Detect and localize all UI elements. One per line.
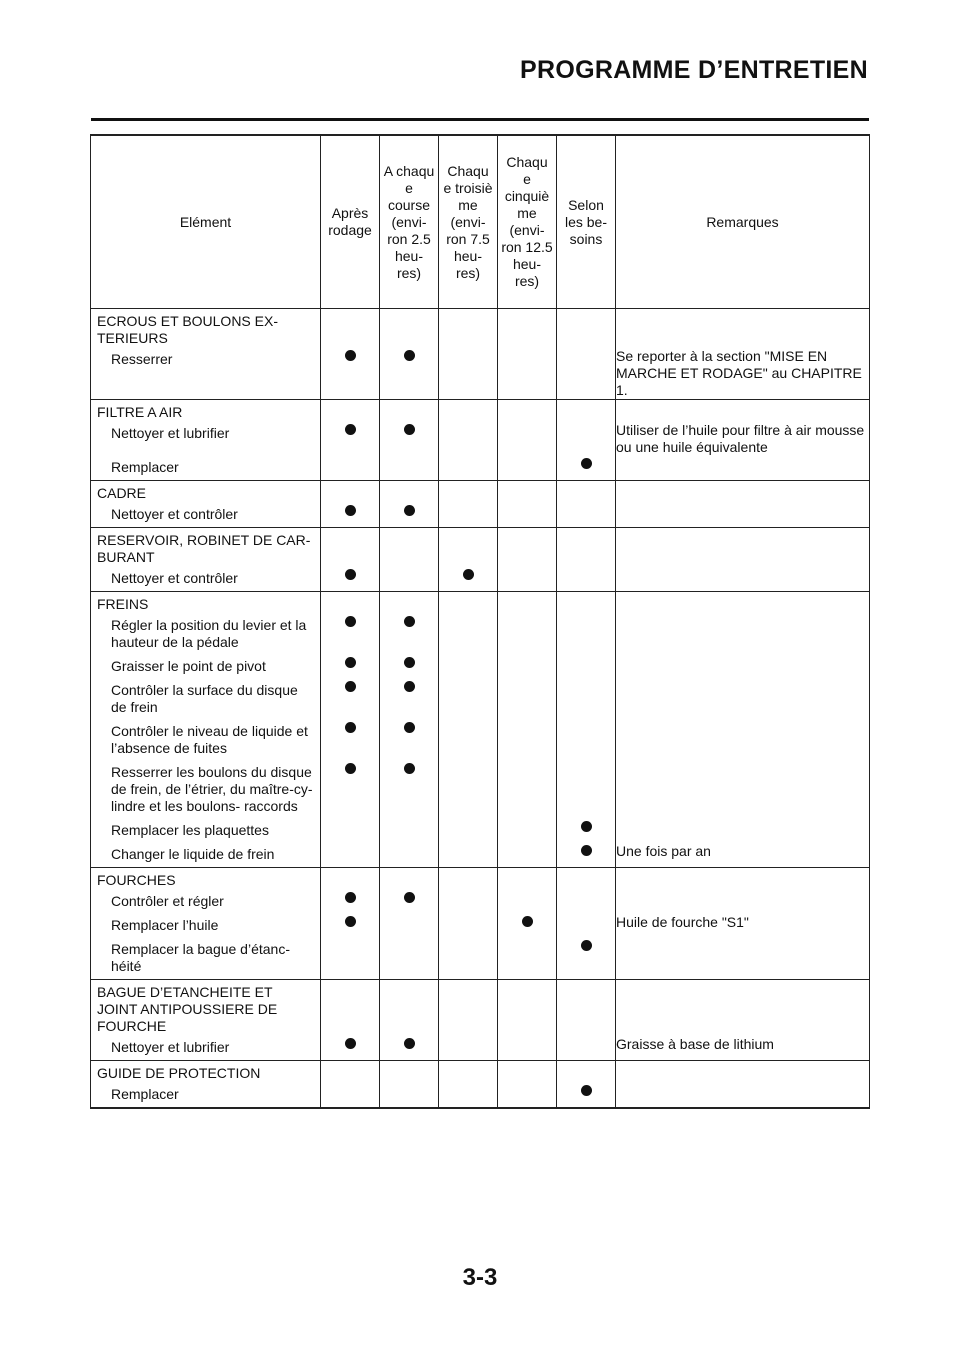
interval-cell [380,481,439,504]
category-label: GUIDE DE PROTECTION [97,1065,261,1081]
category-cell [91,400,321,423]
interval-cell [321,481,380,504]
table-row [91,679,870,720]
interval-cell [439,481,498,504]
interval-cell [498,868,557,891]
interval-cell [557,720,616,761]
category-row [91,980,870,1037]
task-label: Resserrer [111,351,173,367]
interval-cell [498,914,557,938]
interval-cell [321,400,380,423]
interval-cell [557,819,616,843]
interval-cell [557,843,616,868]
interval-cell [439,567,498,592]
interval-cell [439,843,498,868]
bullet-marker-icon [345,1038,356,1049]
task-cell [91,503,321,528]
remark-cell: Une fois par an [616,843,870,868]
header-element: Elément [91,135,321,309]
table-row [91,567,870,592]
interval-cell [380,938,439,980]
interval-cell [380,1036,439,1061]
bullet-marker-icon [522,916,533,927]
interval-cell [498,348,557,400]
header-every-fifth: Chaqu e cinquiè me (envi- ron 12.5 heu- res) [498,135,557,309]
remark-cell [616,567,870,592]
task-label: Nettoyer et lubrifier [111,1039,230,1055]
table-row [91,456,870,481]
interval-cell [380,528,439,568]
interval-cell [498,761,557,819]
remark-cell [616,980,870,1037]
remark-cell [616,400,870,423]
remark-cell [616,592,870,615]
task-cell [91,819,321,843]
category-cell [91,309,321,349]
interval-cell [498,422,557,456]
interval-cell [557,592,616,615]
category-cell [91,1061,321,1084]
interval-cell [439,503,498,528]
task-label: Contrôler le niveau de liquide et l’absence de fuites [111,723,308,756]
table-row [91,761,870,819]
task-cell [91,1083,321,1108]
category-label: BAGUE D’ETANCHEITE ET JOINT ANTIPOUSSIERE DE FOURCHE [97,984,278,1034]
table-row [91,614,870,655]
remark-cell [616,456,870,481]
header-every-third: Chaqu e troisiè me (envi- ron 7.5 heu- res) [439,135,498,309]
interval-cell [557,481,616,504]
category-cell [91,868,321,891]
interval-cell [380,819,439,843]
interval-cell [439,456,498,481]
bullet-marker-icon [404,681,415,692]
remark-cell [616,655,870,679]
interval-cell [439,761,498,819]
remark-cell [616,761,870,819]
interval-cell [439,868,498,891]
interval-cell [498,720,557,761]
bullet-marker-icon [581,1085,592,1096]
interval-cell [557,309,616,349]
task-label: Changer le liquide de frein [111,846,275,862]
task-label: Nettoyer et contrôler [111,506,238,522]
task-label: Remplacer la bague d’étanc- héité [111,941,290,974]
interval-cell [439,679,498,720]
interval-cell [557,503,616,528]
interval-cell [498,592,557,615]
interval-cell [439,614,498,655]
interval-cell [498,655,557,679]
interval-cell [557,456,616,481]
category-cell [91,481,321,504]
header-every-race: A chaqu e course (envi- ron 2.5 heu- res) [380,135,439,309]
interval-cell [439,655,498,679]
remark-cell [616,614,870,655]
table-row [91,655,870,679]
remark-cell [616,503,870,528]
interval-cell [321,761,380,819]
header-remarks: Remarques [616,135,870,309]
category-label: FILTRE A AIR [97,404,183,420]
interval-cell [380,614,439,655]
interval-cell [321,914,380,938]
interval-cell [321,980,380,1037]
interval-cell [498,528,557,568]
interval-cell [498,1083,557,1108]
interval-cell [380,348,439,400]
table-row [91,503,870,528]
remark-cell: Utiliser de l’huile pour filtre à air mousse ou une huile équivalente [616,422,870,456]
interval-cell [380,843,439,868]
interval-cell [380,679,439,720]
interval-cell [321,720,380,761]
interval-cell [321,614,380,655]
remark-cell: Se reporter à la section "MISE EN MARCHE ET RODAGE" au CHAPITRE 1. [616,348,870,400]
interval-cell [557,914,616,938]
interval-cell [498,1036,557,1061]
category-cell [91,980,321,1037]
interval-cell [557,938,616,980]
task-cell [91,1036,321,1061]
interval-cell [321,655,380,679]
interval-cell [380,914,439,938]
interval-cell [380,1061,439,1084]
interval-cell [321,1083,380,1108]
interval-cell [321,868,380,891]
interval-cell [321,309,380,349]
remark-cell [616,890,870,914]
remark-cell [616,819,870,843]
category-row [91,481,870,504]
interval-cell [321,348,380,400]
remark-cell: Huile de fourche "S1" [616,914,870,938]
bullet-marker-icon [404,424,415,435]
remark-cell [616,720,870,761]
category-label: FREINS [97,596,149,612]
interval-cell [557,679,616,720]
interval-cell [321,528,380,568]
task-cell [91,761,321,819]
interval-cell [557,348,616,400]
task-label: Nettoyer et lubrifier [111,425,230,441]
table-row [91,914,870,938]
category-label: CADRE [97,485,147,501]
task-cell [91,938,321,980]
interval-cell [498,819,557,843]
interval-cell [498,400,557,423]
table-row [91,348,870,400]
interval-cell [498,456,557,481]
header-as-needed: Selon les be- soins [557,135,616,309]
task-cell [91,679,321,720]
bullet-marker-icon [345,681,356,692]
interval-cell [439,914,498,938]
interval-cell [439,1061,498,1084]
interval-cell [498,843,557,868]
category-row [91,868,870,891]
interval-cell [557,567,616,592]
task-label: Remplacer [111,1086,179,1102]
interval-cell [439,528,498,568]
interval-cell [557,980,616,1037]
remark-cell: Graisse à base de lithium [616,1036,870,1061]
table-row [91,843,870,868]
interval-cell [380,868,439,891]
category-cell [91,528,321,568]
page-title: PROGRAMME D’ENTRETIEN [520,56,868,84]
interval-cell [439,720,498,761]
bullet-marker-icon [581,845,592,856]
interval-cell [321,456,380,481]
interval-cell [439,400,498,423]
category-row [91,528,870,568]
interval-cell [498,614,557,655]
interval-cell [321,422,380,456]
bullet-marker-icon [404,350,415,361]
bullet-marker-icon [404,657,415,668]
task-cell [91,720,321,761]
task-cell [91,567,321,592]
interval-cell [380,655,439,679]
category-row [91,400,870,423]
interval-cell [439,1036,498,1061]
task-label: Nettoyer et contrôler [111,570,238,586]
task-label: Remplacer l’huile [111,917,219,933]
task-label: Graisser le point de pivot [111,658,266,674]
interval-cell [439,1083,498,1108]
task-cell [91,914,321,938]
interval-cell [557,890,616,914]
interval-cell [321,503,380,528]
interval-cell [321,843,380,868]
task-cell [91,890,321,914]
remark-cell [616,938,870,980]
interval-cell [557,655,616,679]
interval-cell [557,1036,616,1061]
task-label: Resserrer les boulons du disque de frein, de l’étrier, du maître-cy- lindre et les boulons- raccords [111,764,313,814]
interval-cell [380,567,439,592]
bullet-marker-icon [345,350,356,361]
table-row [91,1083,870,1108]
task-label: Régler la position du levier et la hauteur de la pédale [111,617,307,650]
schedule-body [91,309,870,1109]
table-row [91,720,870,761]
remark-cell [616,309,870,349]
interval-cell [439,938,498,980]
table-row [91,819,870,843]
interval-cell [498,938,557,980]
interval-cell [321,938,380,980]
category-cell [91,592,321,615]
category-row [91,1061,870,1084]
interval-cell [380,456,439,481]
bullet-marker-icon [345,505,356,516]
interval-cell [321,1036,380,1061]
interval-cell [380,1083,439,1108]
interval-cell [380,503,439,528]
interval-cell [557,422,616,456]
interval-cell [557,1061,616,1084]
interval-cell [380,309,439,349]
task-cell [91,843,321,868]
interval-cell [380,592,439,615]
task-label: Contrôler la surface du disque de frein [111,682,298,715]
interval-cell [380,890,439,914]
interval-cell [439,890,498,914]
task-label: Remplacer [111,459,179,475]
interval-cell [557,1083,616,1108]
category-label: ECROUS ET BOULONS EX- TERIEURS [97,313,279,346]
interval-cell [380,980,439,1037]
bullet-marker-icon [345,722,356,733]
interval-cell [557,528,616,568]
interval-cell [498,567,557,592]
interval-cell [439,422,498,456]
bullet-marker-icon [345,916,356,927]
bullet-marker-icon [345,616,356,627]
remark-cell [616,1083,870,1108]
table-row [91,890,870,914]
title-divider [91,118,869,121]
bullet-marker-icon [581,940,592,951]
interval-cell [321,1061,380,1084]
interval-cell [557,614,616,655]
remark-cell [616,868,870,891]
bullet-marker-icon [463,569,474,580]
bullet-marker-icon [404,505,415,516]
table-row [91,422,870,456]
maintenance-schedule-table [90,134,870,1109]
interval-cell [439,309,498,349]
bullet-marker-icon [581,458,592,469]
remark-cell [616,481,870,504]
interval-cell [557,868,616,891]
interval-cell [380,720,439,761]
interval-cell [321,592,380,615]
interval-cell [498,679,557,720]
interval-cell [498,481,557,504]
interval-cell [380,400,439,423]
interval-cell [498,503,557,528]
interval-cell [557,400,616,423]
table-row [91,1036,870,1061]
table-header-row [91,135,870,309]
page-number: 3-3 [462,1264,498,1291]
bullet-marker-icon [345,763,356,774]
bullet-marker-icon [404,722,415,733]
bullet-marker-icon [404,892,415,903]
task-cell [91,655,321,679]
interval-cell [321,679,380,720]
header-after-break-in: Après rodage [321,135,380,309]
task-label: Contrôler et régler [111,893,224,909]
interval-cell [321,890,380,914]
bullet-marker-icon [404,616,415,627]
interval-cell [498,980,557,1037]
category-row [91,592,870,615]
bullet-marker-icon [345,569,356,580]
interval-cell [498,309,557,349]
task-cell [91,614,321,655]
interval-cell [557,761,616,819]
interval-cell [321,567,380,592]
task-label: Remplacer les plaquettes [111,822,269,838]
bullet-marker-icon [404,763,415,774]
interval-cell [380,761,439,819]
interval-cell [380,422,439,456]
interval-cell [498,890,557,914]
task-cell [91,456,321,481]
category-label: FOURCHES [97,872,176,888]
interval-cell [439,592,498,615]
category-label: RESERVOIR, ROBINET DE CAR- BURANT [97,532,311,565]
bullet-marker-icon [581,821,592,832]
bullet-marker-icon [404,1038,415,1049]
remark-cell [616,528,870,568]
interval-cell [439,819,498,843]
bullet-marker-icon [345,424,356,435]
task-cell [91,422,321,456]
remark-cell [616,679,870,720]
bullet-marker-icon [345,657,356,668]
category-row [91,309,870,349]
table-row [91,938,870,980]
remark-cell [616,1061,870,1084]
interval-cell [321,819,380,843]
interval-cell [439,348,498,400]
interval-cell [498,1061,557,1084]
bullet-marker-icon [345,892,356,903]
interval-cell [439,980,498,1037]
task-cell [91,348,321,400]
